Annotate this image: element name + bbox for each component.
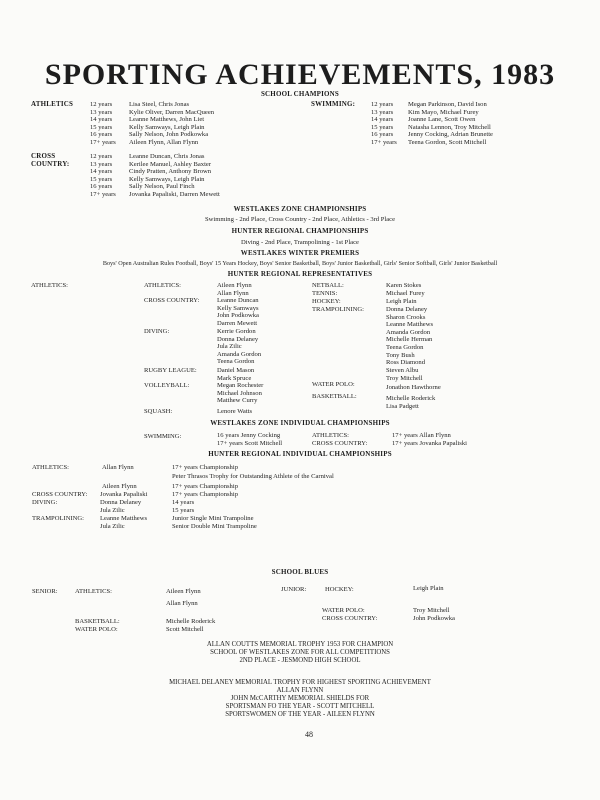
rep-name: Jula Zilic <box>217 343 242 351</box>
blues-waterpolo-name: Scott Mitchell <box>166 626 204 633</box>
name-cell: Megan Parkinson, David Ison <box>408 101 487 108</box>
ri-name: Allan Flynn <box>102 464 134 471</box>
swimming-ages <box>371 101 397 147</box>
age-cell: 17+ years <box>371 138 397 146</box>
rep-name: Teena Gordon <box>217 358 255 366</box>
school-blues-heading: SCHOOL BLUES <box>271 568 329 576</box>
ri-label: TRAMPOLINING: <box>32 515 85 522</box>
ri-label: DIVING: <box>32 499 58 506</box>
name-cell: Jenny Cocking, Adrian Brunette <box>408 131 493 139</box>
rep-sport-label: RUGBY LEAGUE: <box>144 367 197 374</box>
rep-name: Darren Mewett <box>217 319 258 327</box>
rep-sport-label: VOLLEYBALL: <box>144 382 190 389</box>
ri-name: Donna Delaney <box>100 499 142 506</box>
page-number: 48 <box>305 730 313 739</box>
cross-label-line: CROSS <box>31 152 56 160</box>
name-cell: Kelly Samways, Leigh Plain <box>129 175 205 183</box>
zone-entry: 17+ years Scott Mitchell <box>217 439 283 447</box>
representatives-heading: HUNTER REGIONAL REPRESENTATIVES <box>227 270 373 278</box>
age-cell: 17+ years <box>90 190 116 198</box>
ri-detail: Senior Double Mini Trampoline <box>172 523 257 530</box>
ri-name: Aileen Flynn <box>102 483 137 490</box>
age-cell: 12 years <box>90 153 113 160</box>
age-cell: 13 years <box>371 108 394 116</box>
rep-name: Matthew Curry <box>217 397 258 405</box>
rep-name: Jonathon Hawthorne <box>386 384 441 391</box>
cross-country-ages <box>90 153 116 199</box>
rep-name: Ross Diamond <box>386 359 426 367</box>
rep-name: Michelle Roderick <box>386 395 436 402</box>
zone-individual-heading: WESTLAKES ZONE INDIVIDUAL CHAMPIONSHIPS <box>210 419 390 427</box>
trophy-line: JOHN McCARTHY MEMORIAL SHIELDS FOR <box>230 694 370 702</box>
blues-jr-waterpolo-label: WATER POLO: <box>322 607 365 614</box>
rep-name: Karen Stokes <box>386 282 422 289</box>
age-cell: 16 years <box>371 131 394 139</box>
trophy-line: ALLAN FLYNN <box>276 687 324 695</box>
rep-name: Leigh Plain <box>386 298 417 305</box>
age-cell: 15 years <box>371 123 394 131</box>
trophy-line: MICHAEL DELANEY MEMORIAL TROPHY FOR HIGHEST SPORTING ACHIEVEMENT <box>169 679 431 687</box>
ri-name: Jula Zilic <box>100 523 125 530</box>
rep-name: Leanne Matthews <box>386 321 434 329</box>
blues-jr-cross-label: CROSS COUNTRY: <box>322 615 378 622</box>
ri-detail: 15 years <box>172 507 195 514</box>
name-cell: Joanne Lane, Scott Owen <box>408 116 476 124</box>
rep-name: Teena Gordon <box>386 343 424 351</box>
name-cell: Kylie Oliver, Darren MacQueen <box>129 108 215 116</box>
ri-name: Jovanka Papaliski <box>100 491 148 498</box>
name-cell: Kim Mayo, Michael Furey <box>408 108 479 116</box>
rep-sport-label: HOCKEY: <box>312 298 341 305</box>
age-cell: 12 years <box>90 101 113 108</box>
zone-entry: 17+ years Allan Flynn <box>392 432 451 439</box>
name-cell: Lisa Steel, Chris Jonas <box>129 101 190 108</box>
blues-basketball-label: BASKETBALL: <box>75 618 120 625</box>
rep-name: Aileen Flynn <box>217 282 252 289</box>
rep-names <box>217 282 252 297</box>
rep-name: Tony Bush <box>386 351 415 359</box>
blues-jr-waterpolo-name: Troy Mitchell <box>413 607 450 614</box>
age-cell: 13 years <box>90 160 113 168</box>
zone-entry: 16 years Jenny Cocking <box>217 432 281 439</box>
trophies-block <box>0 641 600 718</box>
athletics-label: ATHLETICS <box>31 100 74 108</box>
name-cell: Teena Gordon, Scott Mitchell <box>408 138 487 146</box>
blues-basketball-name: Michelle Roderick <box>166 618 216 625</box>
rep-name: Kelly Samways <box>217 304 259 312</box>
swimming-names <box>408 101 493 147</box>
athletics-ages <box>90 101 116 147</box>
name-cell: Cindy Pratten, Anthony Brown <box>129 168 212 176</box>
name-cell: Kerilee Manuel, Ashley Baxter <box>129 160 212 168</box>
ri-label: CROSS COUNTRY: <box>32 491 88 498</box>
westlakes-zone-text: Swimming - 2nd Place, Cross Country - 2nd Place, Athletics - 3rd Place <box>204 216 396 223</box>
name-cell: Leanne Duncan, Chris Jonas <box>129 153 205 160</box>
rep-sport-label: WATER POLO: <box>312 381 355 388</box>
rep-name: Daniel Mason <box>217 367 255 374</box>
ri-detail: 14 years <box>172 499 195 506</box>
ri-label: ATHLETICS: <box>32 464 69 471</box>
winter-premiers-heading: WESTLAKES WINTER PREMIERS <box>240 249 360 257</box>
rep-name: Megan Rochester <box>217 382 264 389</box>
name-cell: Sally Nelson, Paul Finch <box>129 183 195 191</box>
rep-sport-label: BASKETBALL: <box>312 393 357 400</box>
rep-sport-label: ATHLETICS: <box>144 282 181 289</box>
blues-athletics-label: ATHLETICS: <box>75 588 112 595</box>
rep-name: John Podkowka <box>217 312 259 320</box>
zone-athletics-list <box>392 432 467 447</box>
school-champions-heading: SCHOOL CHAMPIONS <box>260 90 340 98</box>
zone-cross-label: CROSS COUNTRY: <box>312 439 368 447</box>
blues-athletics-name: Allan Flynn <box>166 600 198 607</box>
ri-detail: 17+ years Championship <box>172 483 238 490</box>
rep-name: Michael Furey <box>386 290 425 297</box>
ri-detail: Peter Thrasos Trophy for Outstanding Athlete of the Carnival <box>172 473 334 480</box>
age-cell: 16 years <box>90 131 113 139</box>
trophy-line: SPORTSMAN FO THE YEAR - SCOTT MITCHELL <box>225 702 375 710</box>
rep-name: Amanda Gordon <box>386 328 431 336</box>
winter-premiers-text: Boys' Open Australian Rules Football, Boys' 15 Years Hockey, Boys' Senior Basketball, Boys' Junior Basketball, Girls' Senior Softball, Girls' Junior Basketball <box>102 260 498 267</box>
name-cell: Kelly Samways, Leigh Plain <box>129 123 205 131</box>
athletics-names <box>129 101 214 147</box>
rep-sport-label: SQUASH: <box>144 408 173 415</box>
rep-name: Kerrie Gordon <box>217 328 256 335</box>
rep-sport-label: NETBALL: <box>312 282 344 289</box>
trophy-spacer <box>0 664 600 679</box>
zone-swimming-label: SWIMMING: <box>144 433 182 440</box>
junior-label: JUNIOR: <box>281 586 307 593</box>
name-cell: Jovanka Papaliski, Darren Mewett <box>129 190 220 198</box>
blues-hockey-name: Leigh Plain <box>413 585 444 592</box>
rep-sport-label: TRAMPOLINING: <box>312 306 365 313</box>
rep-name: Troy Mitchell <box>386 375 423 382</box>
rep-names <box>217 408 252 416</box>
trophy-line: ALLAN COUTTS MEMORIAL TROPHY 1953 FOR CHAMPION <box>206 641 394 648</box>
rep-names <box>217 367 254 382</box>
rep-name: Leanne Duncan <box>217 297 259 304</box>
zone-athletics-labels <box>312 432 367 447</box>
trophy-line: SCHOOL OF WESTLAKES ZONE FOR ALL COMPETITIONS <box>210 648 390 656</box>
ri-name: Leanne Matthews <box>100 515 148 522</box>
name-cell: Sally Nelson, John Podkowka <box>129 131 209 139</box>
rep-names <box>217 297 259 327</box>
rep-name: Sharon Crooks <box>386 313 426 321</box>
name-cell: Leanne Matthews, John Liet <box>129 116 205 124</box>
rep-name: Donna Delaney <box>217 335 259 343</box>
rep-name: Michelle Herman <box>386 336 433 344</box>
blues-jr-cross-name: John Podkowka <box>413 615 455 622</box>
trophy-line: SPORTSWOMEN OF THE YEAR - AILEEN FLYNN <box>225 710 375 718</box>
rep-name: Steven Albu <box>386 366 419 374</box>
cross-label-line: COUNTRY: <box>31 159 70 168</box>
age-cell: 14 years <box>90 116 113 124</box>
representatives-section-label: ATHLETICS: <box>31 282 68 289</box>
zone-swimming-list <box>217 432 282 447</box>
blues-hockey-label: HOCKEY: <box>325 586 354 593</box>
name-cell: Aileen Flynn, Allan Flynn <box>129 138 199 146</box>
swimming-label: SWIMMING: <box>311 100 356 108</box>
ri-detail: Junior Single Mini Trampoline <box>172 515 254 522</box>
rep-names <box>217 328 261 366</box>
senior-label: SENIOR: <box>32 588 58 595</box>
age-cell: 12 years <box>371 101 394 108</box>
zone-entry: 17+ years Jovanka Papaliski <box>392 439 467 447</box>
hunter-regional-heading: HUNTER REGIONAL CHAMPIONSHIPS <box>231 227 369 235</box>
rep-names <box>217 382 263 405</box>
regional-individual-heading: HUNTER REGIONAL INDIVIDUAL CHAMPIONSHIPS <box>208 450 392 458</box>
age-cell: 14 years <box>371 116 394 124</box>
page-title: SPORTING ACHIEVEMENTS, 1983 <box>44 58 556 91</box>
rep-name: Lenore Watts <box>217 408 253 415</box>
hunter-regional-text: Diving - 2nd Place, Trampolining - 1st Place <box>241 239 359 246</box>
rep-sport-label: CROSS COUNTRY: <box>144 297 200 304</box>
zone-athletics-label: ATHLETICS: <box>312 432 349 439</box>
ri-detail: 17+ years Championship <box>172 491 238 498</box>
rep-sport-label: DIVING: <box>144 328 170 335</box>
rep-name: Michael Johnson <box>217 389 262 397</box>
rep-name: Mark Spruce <box>217 374 252 382</box>
rep-sport-label: TENNIS: <box>312 290 338 297</box>
rep-name: Donna Delaney <box>386 306 428 313</box>
rep-name: Lisa Padgett <box>386 402 419 410</box>
cross-country-names <box>129 153 220 199</box>
rep-names <box>386 306 433 374</box>
age-cell: 14 years <box>90 168 113 176</box>
blues-athletics-name: Aileen Flynn <box>166 588 201 595</box>
rep-name: Amanda Gordon <box>217 350 262 358</box>
rep-names <box>386 395 435 410</box>
rep-name: Allan Flynn <box>217 289 249 297</box>
blues-waterpolo-label: WATER POLO: <box>75 626 118 633</box>
age-cell: 15 years <box>90 123 113 131</box>
cross-country-label <box>31 153 69 168</box>
age-cell: 15 years <box>90 175 113 183</box>
name-cell: Natasha Lennon, Troy Mitchell <box>408 123 491 131</box>
ri-name: Jula Zilic <box>100 507 125 514</box>
age-cell: 16 years <box>90 183 113 191</box>
age-cell: 13 years <box>90 108 113 116</box>
ri-detail: 17+ years Championship <box>172 464 238 471</box>
trophy-line: 2ND PLACE - JESMOND HIGH SCHOOL <box>239 656 361 664</box>
age-cell: 17+ years <box>90 138 116 146</box>
westlakes-zone-heading: WESTLAKES ZONE CHAMPIONSHIPS <box>233 205 367 213</box>
